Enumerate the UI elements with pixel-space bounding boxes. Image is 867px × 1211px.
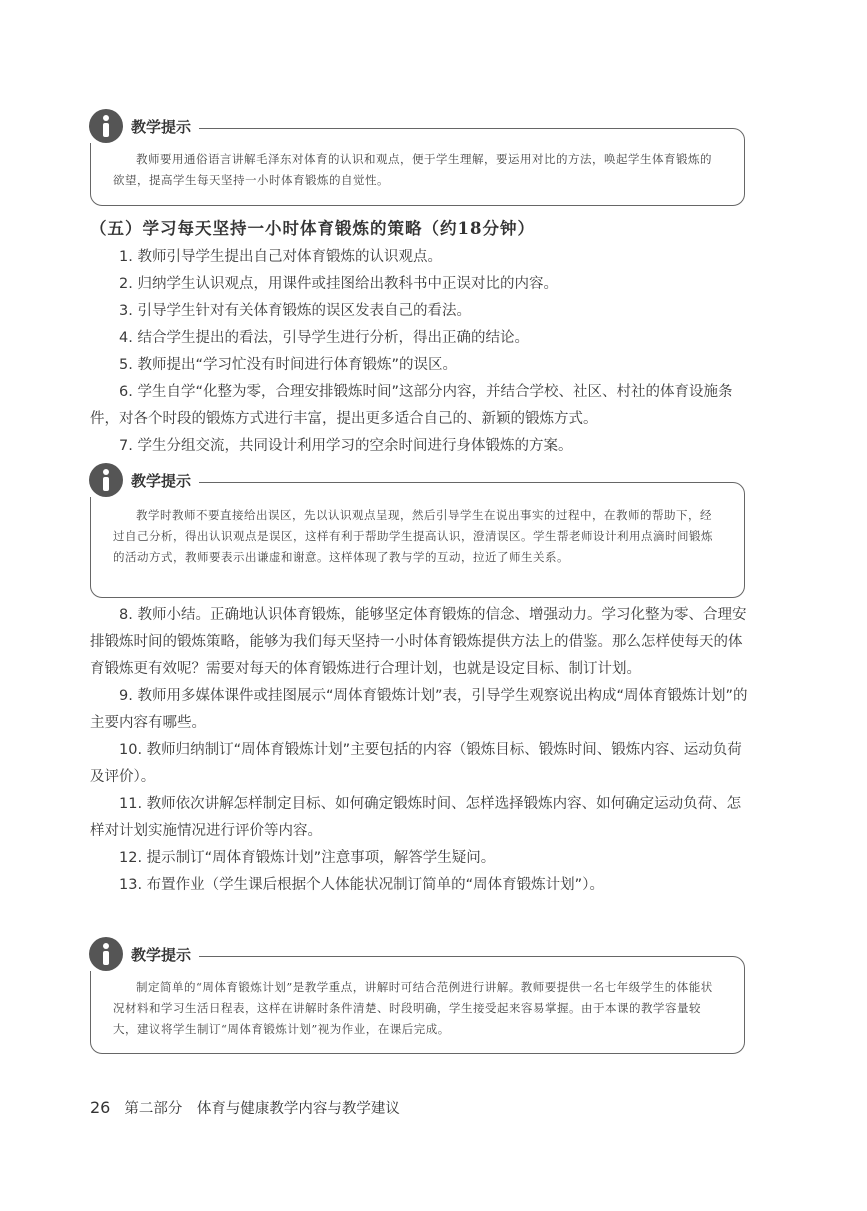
teaching-tip-box <box>90 117 745 206</box>
step-item: 6. 学生自学“化整为零，合理安排锻炼时间”这部分内容，并结合学校、社区、村社的体育设施条件，对各个时段的锻炼方式进行丰富，提出更多适合自己的、新颖的锻炼方式。 <box>90 384 733 427</box>
info-icon <box>89 463 123 497</box>
tip-text: 制定简单的“周体育锻炼计划”是教学重点，讲解时可结合范例进行讲解。教师要提供一名七年级学生的体能状况材料和学习生活日程表，这样在讲解时条件清楚、时段明确，学生接受起来容易掌握。由于本课的教学容量较大，建议将学生制订“周体育锻炼计划”视为作业，在课后完成。 <box>113 980 713 1036</box>
lesson-steps-section <box>90 214 752 460</box>
step-item: 10. 教师归纳制订“周体育锻炼计划”主要包括的内容（锻炼目标、锻炼时间、锻炼内容、运动负荷及评价）。 <box>90 742 742 785</box>
step-item: 8. 教师小结。正确地认识体育锻炼，能够坚定体育锻炼的信念、增强动力。学习化整为零、合理安排锻炼时间的锻炼策略，能够为我们每天坚持一小时体育锻炼提供方法上的借鉴。那么怎样使每天的体育锻炼更有效呢？需要对每天的体育锻炼进行合理计划，也就是设定目标、制订计划。 <box>90 607 747 677</box>
tip-text: 教师要用通俗语言讲解毛泽东对体育的认识和观点，便于学生理解，要运用对比的方法，唤起学生体育锻炼的欲望，提高学生每天坚持一小时体育锻炼的自觉性。 <box>113 152 712 187</box>
step-item: 9. 教师用多媒体课件或挂图展示“周体育锻炼计划”表，引导学生观察说出构成“周体育锻炼计划”的主要内容有哪些。 <box>90 688 748 731</box>
tip-title: 教学提示 <box>131 117 192 136</box>
tip-header <box>89 463 199 497</box>
teaching-tip-box <box>90 471 745 598</box>
info-icon <box>89 937 123 971</box>
section-heading: （五）学习每天坚持一小时体育锻炼的策略（约18分钟） <box>90 219 535 238</box>
step-item: 2. 归纳学生认识观点，用课件或挂图给出教科书中正误对比的内容。 <box>119 276 558 292</box>
tip-text: 教学时教师不要直接给出误区，先以认识观点呈现，然后引导学生在说出事实的过程中，在教师的帮助下，经过自己分析，得出认识观点是误区，这样有利于帮助学生提高认识，澄清误区。学生帮老师设计利用点滴时间锻炼的活动方式，教师要表示出谦虚和谢意。这样体现了教与学的互动，拉近了师生关系。 <box>113 508 713 564</box>
step-item: 4. 结合学生提出的看法，引导学生进行分析，得出正确的结论。 <box>119 330 529 346</box>
step-item: 1. 教师引导学生提出自己对体育锻炼的认识观点。 <box>119 249 442 265</box>
tip-header <box>89 937 199 971</box>
step-item: 7. 学生分组交流，共同设计利用学习的空余时间进行身体锻炼的方案。 <box>119 438 573 454</box>
tip-title: 教学提示 <box>131 945 192 964</box>
step-item: 13. 布置作业（学生课后根据个人体能状况制订简单的“周体育锻炼计划”）。 <box>119 877 604 893</box>
step-item: 5. 教师提出“学习忙没有时间进行体育锻炼”的误区。 <box>119 357 457 373</box>
running-footer-text: 第二部分 体育与健康教学内容与教学建议 <box>124 1101 400 1117</box>
step-item: 12. 提示制订“周体育锻炼计划”注意事项，解答学生疑问。 <box>119 850 496 866</box>
page-number: 26 <box>90 1098 111 1117</box>
page-footer <box>90 1097 400 1118</box>
tip-header <box>89 109 199 143</box>
step-item: 11. 教师依次讲解怎样制定目标、如何确定锻炼时间、怎样选择锻炼内容、如何确定运动负荷、怎样对计划实施情况进行评价等内容。 <box>90 796 742 839</box>
lesson-steps-continued <box>90 602 752 899</box>
tip-title: 教学提示 <box>131 471 192 490</box>
teaching-tip-box <box>90 945 745 1054</box>
step-item: 3. 引导学生针对有关体育锻炼的误区发表自己的看法。 <box>119 303 471 319</box>
info-icon <box>89 109 123 143</box>
